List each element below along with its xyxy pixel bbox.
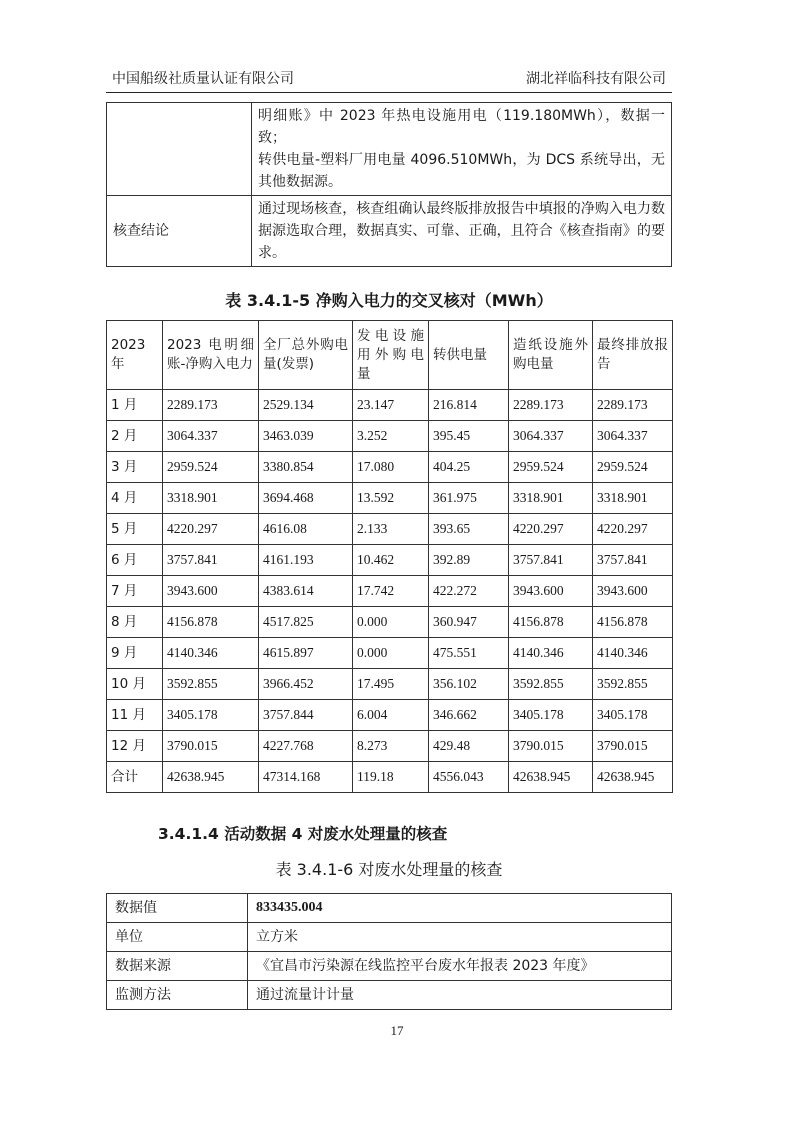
table-cell: 2.133	[353, 514, 429, 545]
table-cell: 2529.134	[259, 390, 353, 421]
table-cell: 4156.878	[593, 607, 673, 638]
table-cell: 3790.015	[509, 731, 593, 762]
section-heading: 3.4.1.4 活动数据 4 对废水处理量的核查	[158, 825, 448, 843]
table-cell: 2289.173	[509, 390, 593, 421]
table-cell: 422.272	[429, 576, 509, 607]
row-value: 立方米	[248, 923, 672, 952]
table-cell: 475.551	[429, 638, 509, 669]
table-cell: 42638.945	[593, 762, 673, 793]
table-row	[107, 700, 673, 731]
row-label: 数据值	[107, 894, 248, 923]
conclusion-label: 核查结论	[107, 196, 252, 267]
table-cell: 3318.901	[593, 483, 673, 514]
row-label: 数据来源	[107, 952, 248, 981]
table-cell: 3064.337	[163, 421, 259, 452]
table-cell: 2289.173	[593, 390, 673, 421]
conclusion-text-body: 通过现场核查，核查组确认最终版排放报告中填报的净购入电力数据源选取合理，数据真实、可靠、正确，且符合《核查指南》的要求。	[258, 201, 665, 261]
electricity-cross-check-table	[106, 320, 673, 793]
row-value: 《宜昌市污染源在线监控平台废水年报表 2023 年度》	[248, 952, 672, 981]
column-header: 2023 年	[107, 321, 163, 390]
table-cell: 4220.297	[593, 514, 673, 545]
table-cell: 3757.844	[259, 700, 353, 731]
row-value: 833435.004	[248, 894, 672, 923]
table-cell: 3463.039	[259, 421, 353, 452]
table-cell: 404.25	[429, 452, 509, 483]
table-cell: 3790.015	[163, 731, 259, 762]
wastewater-check-table	[106, 893, 672, 1010]
row-label: 监测方法	[107, 981, 248, 1010]
verification-table-continued	[106, 102, 672, 267]
table-row	[107, 390, 673, 421]
column-header: 转供电量	[429, 321, 509, 390]
column-header: 全厂总外购电量(发票)	[259, 321, 353, 390]
header-right: 湖北祥临科技有限公司	[526, 71, 666, 87]
table-cell: 42638.945	[163, 762, 259, 793]
table-cell: 4220.297	[163, 514, 259, 545]
table-cell: 3757.841	[593, 545, 673, 576]
table-row	[107, 981, 672, 1010]
table-row	[107, 483, 673, 514]
month-label: 合计	[107, 762, 163, 793]
table-cell: 17.080	[353, 452, 429, 483]
page-header	[106, 66, 672, 93]
table-cell: 346.662	[429, 700, 509, 731]
table-cell: 17.742	[353, 576, 429, 607]
table-row	[107, 421, 673, 452]
table-cell: 4156.878	[163, 607, 259, 638]
table-cell: 23.147	[353, 390, 429, 421]
table-row	[107, 514, 673, 545]
column-header: 2023 电明细账-净购入电力	[163, 321, 259, 390]
table-cell: 3592.855	[163, 669, 259, 700]
month-label: 6 月	[107, 545, 163, 576]
detail-line: 转供电量-塑料厂用电量 4096.510MWh，为 DCS 系统导出，无其他数据源。	[258, 152, 665, 190]
conclusion-text	[252, 196, 672, 267]
table-cell: 2959.524	[163, 452, 259, 483]
table-cell: 4556.043	[429, 762, 509, 793]
row-label: 单位	[107, 923, 248, 952]
table-cell: 13.592	[353, 483, 429, 514]
table-cell: 17.495	[353, 669, 429, 700]
table-cell: 360.947	[429, 607, 509, 638]
table-cell: 10.462	[353, 545, 429, 576]
column-header: 最终排放报告	[593, 321, 673, 390]
month-label: 8 月	[107, 607, 163, 638]
month-label: 10 月	[107, 669, 163, 700]
table-cell: 3405.178	[163, 700, 259, 731]
table-cell: 42638.945	[509, 762, 593, 793]
table-cell: 392.89	[429, 545, 509, 576]
table-row	[107, 545, 673, 576]
table-cell: 3064.337	[593, 421, 673, 452]
table-cell: 3318.901	[163, 483, 259, 514]
detail-text-cell	[252, 103, 672, 196]
table-cell: 4517.825	[259, 607, 353, 638]
table-cell: 4140.346	[593, 638, 673, 669]
month-label: 12 月	[107, 731, 163, 762]
table-cell: 47314.168	[259, 762, 353, 793]
header-left: 中国船级社质量认证有限公司	[112, 71, 294, 87]
table-cell: 429.48	[429, 731, 509, 762]
table-cell: 3380.854	[259, 452, 353, 483]
table-cell: 0.000	[353, 607, 429, 638]
table-cell: 3943.600	[163, 576, 259, 607]
table-row	[107, 452, 673, 483]
table-cell: 3943.600	[593, 576, 673, 607]
detail-line: 明细账》中 2023 年热电设施用电（119.180MWh），数据一致；	[258, 108, 665, 146]
table-cell: 119.18	[353, 762, 429, 793]
table-cell: 2959.524	[509, 452, 593, 483]
table-cell: 3405.178	[593, 700, 673, 731]
month-label: 7 月	[107, 576, 163, 607]
table-cell: 4220.297	[509, 514, 593, 545]
table-cell: 3790.015	[593, 731, 673, 762]
table-cell: 4615.897	[259, 638, 353, 669]
column-header: 造纸设施外购电量	[509, 321, 593, 390]
table-cell: 2959.524	[593, 452, 673, 483]
table-cell: 3757.841	[163, 545, 259, 576]
table-cell: 8.273	[353, 731, 429, 762]
table-caption-wastewater: 表 3.4.1-6 对废水处理量的核查	[275, 860, 503, 879]
table-cell: 393.65	[429, 514, 509, 545]
table-cell: 395.45	[429, 421, 509, 452]
table-row	[107, 923, 672, 952]
table-cell: 216.814	[429, 390, 509, 421]
table-row	[107, 894, 672, 923]
table-row	[107, 762, 673, 793]
table-cell: 4140.346	[163, 638, 259, 669]
table-row	[107, 669, 673, 700]
table-cell: 3.252	[353, 421, 429, 452]
table-cell: 4227.768	[259, 731, 353, 762]
table-cell: 3318.901	[509, 483, 593, 514]
table-cell: 4616.08	[259, 514, 353, 545]
table-cell: 4140.346	[509, 638, 593, 669]
table-cell: 3064.337	[509, 421, 593, 452]
month-label: 5 月	[107, 514, 163, 545]
table-cell: 4383.614	[259, 576, 353, 607]
table-cell: 4161.193	[259, 545, 353, 576]
page-number: 17	[390, 1023, 404, 1038]
table-cell: 6.004	[353, 700, 429, 731]
month-label: 9 月	[107, 638, 163, 669]
table-cell: 3592.855	[593, 669, 673, 700]
table-cell: 3943.600	[509, 576, 593, 607]
table-row	[107, 952, 672, 981]
table-cell: 356.102	[429, 669, 509, 700]
table-row	[107, 731, 673, 762]
table-cell: 3694.468	[259, 483, 353, 514]
month-label: 11 月	[107, 700, 163, 731]
month-label: 3 月	[107, 452, 163, 483]
table-cell: 3757.841	[509, 545, 593, 576]
table-caption: 表 3.4.1-5 净购入电力的交叉核对（MWh）	[225, 291, 553, 310]
table-cell: 361.975	[429, 483, 509, 514]
month-label: 4 月	[107, 483, 163, 514]
table-cell: 3966.452	[259, 669, 353, 700]
column-header: 发电设施用外购电量	[353, 321, 429, 390]
table-cell: 4156.878	[509, 607, 593, 638]
table-row	[107, 576, 673, 607]
month-label: 2 月	[107, 421, 163, 452]
row-value: 通过流量计计量	[248, 981, 672, 1010]
table-cell: 3405.178	[509, 700, 593, 731]
empty-label-cell	[107, 103, 252, 196]
month-label: 1 月	[107, 390, 163, 421]
table-cell: 0.000	[353, 638, 429, 669]
header-row	[107, 321, 673, 390]
table-cell: 3592.855	[509, 669, 593, 700]
table-row	[107, 638, 673, 669]
table-row	[107, 607, 673, 638]
table-cell: 2289.173	[163, 390, 259, 421]
